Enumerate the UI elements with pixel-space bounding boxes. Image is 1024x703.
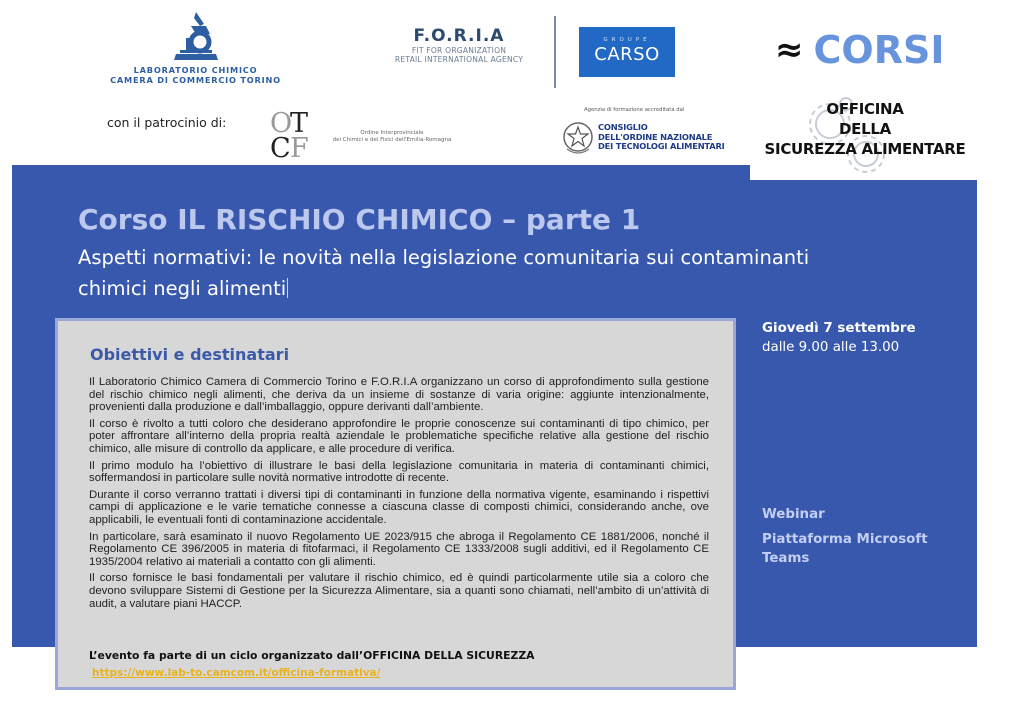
officina-sicurezza-logo xyxy=(750,92,980,180)
approx-icon: ≈ xyxy=(775,30,804,70)
course-subtitle-line2 xyxy=(78,273,938,304)
cnta-line1: CONSIGLIO xyxy=(598,122,648,132)
objectives-paragraph: Il Laboratorio Chimico Camera di Commercio Torino e F.O.R.I.A organizzano un corso di approfondimento sulla gestione del rischio chimico negli alimenti, che deriva da un insieme di sostanze di varia origine: aggiunte intenzionalmente, provenienti dalla produzione e dall’imballaggio, oppure derivanti dall’ambiente. xyxy=(89,376,709,414)
laboratorio-chimico-logo xyxy=(108,10,283,85)
foria-logo xyxy=(384,26,534,64)
italian-emblem-icon xyxy=(562,119,594,157)
officina-line3: SICUREZZA ALIMENTARE xyxy=(764,140,966,158)
course-subtitle xyxy=(78,242,938,304)
octf-logo xyxy=(270,110,470,162)
officina-line1: OFFICINA xyxy=(826,100,904,118)
corsi-text: CORSI xyxy=(813,28,945,72)
octf-monogram xyxy=(270,110,320,162)
objectives-paragraph: Il primo modulo ha l’obiettivo di illustrare le basi della legislazione comunitaria in materia di contaminanti chimici, soffermandosi in particolare sulle novità normative introdotte di recente. xyxy=(89,459,709,485)
text-cursor xyxy=(287,278,288,298)
course-title: Corso IL RISCHIO CHIMICO – parte 1 xyxy=(78,203,641,236)
objectives-title: Obiettivi e destinatari xyxy=(90,345,290,364)
objectives-body xyxy=(89,376,709,614)
objectives-paragraph: In particolare, sarà esaminato il nuovo Regolamento UE 2023/915 che abroga il Regolamento CE 1881/2006, nonché il Regolamento CE 396/2005 in materia di fitofarmaci, il Regolamento CE 1333/2008 sugli additivi, ed il Regolamento CE 1935/2004 relativo ai materiali a contatto con gli alimenti. xyxy=(89,530,709,568)
corsi-label xyxy=(775,28,944,72)
microscope-icon xyxy=(170,10,222,62)
octf-letter-t: T xyxy=(290,108,309,139)
venue-platform-line1: Piattaforma Microsoft xyxy=(762,532,928,547)
octf-letter-f: F xyxy=(290,133,309,164)
objectives-paragraph: Il corso è rivolto a tutti coloro che desiderano approfondire le proprie conoscenze sui contaminanti di tipo chimico, per poter affrontare all’interno della propria realtà aziendale le problematiche specifiche relative alla gestione del rischio chimico, alle misure di controllo da applicare, e alle procedure di verifica. xyxy=(89,417,709,455)
carso-groupe: GROUPE xyxy=(603,37,651,43)
course-schedule xyxy=(762,319,916,357)
lab-logo-line1: LABORATORIO CHIMICO xyxy=(133,65,258,75)
carso-name: CARSO xyxy=(594,44,660,65)
officina-line2: DELLA xyxy=(839,120,891,138)
lab-logo-line2: CAMERA DI COMMERCIO TORINO xyxy=(110,75,281,85)
octf-letter-c: C xyxy=(270,133,291,164)
octf-text xyxy=(322,130,462,144)
foria-line2: RETAIL INTERNATIONAL AGENCY xyxy=(394,55,524,64)
objectives-footer: L’evento fa parte di un ciclo organizzato dall’OFFICINA DELLA SICUREZZA xyxy=(89,649,535,662)
cnta-line3: DEI TECNOLOGI ALIMENTARI xyxy=(598,141,725,151)
course-date: Giovedì 7 settembre xyxy=(762,321,916,336)
course-venue xyxy=(762,505,928,568)
consiglio-tecnologi-alimentari-logo xyxy=(562,105,725,165)
objectives-paragraph: Il corso fornisce le basi fondamentali per valutare il rischio chimico, ed è quindi particolarmente utile sia a coloro che devono sviluppare Sistemi di Gestione per la Sicurezza Alimentare, sia a quanti sono chiamati, nell’ambito di un’attività di audit, a valutare piani HACCP. xyxy=(89,572,709,610)
course-time: dalle 9.00 alle 13.00 xyxy=(762,340,900,355)
cnta-line2: DELL'ORDINE NAZIONALE xyxy=(598,131,713,142)
octf-line1: Ordine Interprovinciale xyxy=(360,130,424,136)
course-subtitle-line1: Aspetti normativi: le novità nella legislazione comunitaria sui contaminanti xyxy=(78,246,810,269)
foria-line1: FIT FOR ORGANIZATION xyxy=(411,46,507,55)
objectives-paragraph: Durante il corso verranno trattati i diversi tipi di contaminanti in funzione della normativa vigente, esaminando i rispettivi campi di applicazione e le varie tematiche connesse a ciascuna classe di composti chimici, considerando anche, ove applicabili, le eventuali fonti di contaminazione accidentale. xyxy=(89,488,709,526)
octf-line2: dei Chimici e dei Fisici dell'Emilia-Romagna xyxy=(332,137,452,143)
venue-type: Webinar xyxy=(762,507,825,522)
venue-platform-line2: Teams xyxy=(762,551,810,566)
cnta-name xyxy=(598,123,725,152)
groupe-carso-logo xyxy=(579,27,675,77)
course-subtitle-line2-text: chimici negli alimenti xyxy=(78,277,287,300)
foria-name: F.O.R.I.A xyxy=(413,26,505,46)
officina-formativa-link[interactable]: https://www.lab-to.camcom.it/officina-formativa/ xyxy=(92,667,381,679)
logo-divider xyxy=(554,16,556,88)
cnta-top-text: Agenzia di formazione accreditata dal xyxy=(584,107,685,113)
patronage-label: con il patrocinio di: xyxy=(107,115,227,130)
octf-letter-o: O xyxy=(270,108,293,139)
objectives-panel xyxy=(55,318,736,690)
